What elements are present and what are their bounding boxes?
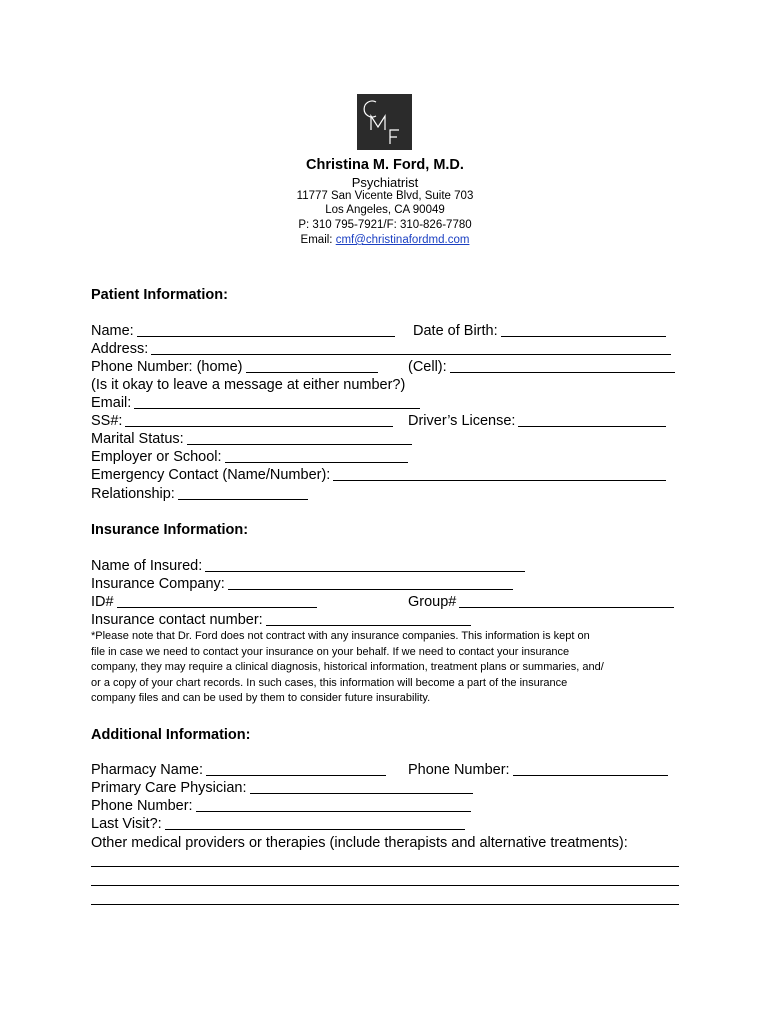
insurance-contact-label: Insurance contact number: (91, 612, 263, 628)
last-visit-field[interactable] (91, 816, 465, 833)
pharmacy-name-label: Pharmacy Name: (91, 762, 204, 778)
pharmacy-phone-field[interactable] (408, 762, 668, 779)
drivers-license-field[interactable] (408, 413, 666, 430)
pcp-phone-field[interactable] (91, 798, 471, 815)
dob-field[interactable] (413, 323, 666, 340)
marital-status-field[interactable] (91, 431, 412, 448)
note-line: file in case we need to contact your insurance on your behalf. If we need to contact your insurance (91, 645, 570, 658)
insurance-note (91, 629, 681, 707)
email-link[interactable]: cmf@christinafordmd.com (335, 234, 470, 246)
address-line-2: Los Angeles, CA 90049 (325, 204, 445, 216)
doctor-title: Psychiatrist (351, 175, 419, 190)
other-providers-line-3[interactable] (91, 904, 679, 905)
employer-label: Employer or School: (91, 449, 222, 465)
marital-status-label: Marital Status: (91, 431, 184, 447)
email-field[interactable] (91, 395, 420, 412)
name-of-insured-field[interactable] (91, 558, 525, 575)
message-question: (Is it okay to leave a message at either number?) (91, 377, 406, 393)
dob-label: Date of Birth: (413, 323, 498, 339)
insurance-id-field[interactable] (91, 594, 317, 611)
relationship-field[interactable] (91, 486, 308, 503)
phone-home-label: Phone Number: (home) (91, 359, 243, 375)
email-field-label: Email: (91, 395, 132, 411)
other-providers-line-1[interactable] (91, 866, 679, 867)
insurance-id-label: ID# (91, 594, 114, 610)
drivers-license-label: Driver’s License: (408, 413, 516, 429)
cmf-monogram-logo (357, 94, 412, 150)
address-label: Address: (91, 341, 149, 357)
pharmacy-name-field[interactable] (91, 762, 386, 779)
other-providers-label: Other medical providers or therapies (include therapists and alternative treatments): (91, 835, 628, 851)
address-line-1: 11777 San Vicente Blvd, Suite 703 (296, 190, 474, 202)
email-line (0, 234, 770, 246)
insurance-company-label: Insurance Company: (91, 576, 225, 592)
insurance-contact-field[interactable] (91, 612, 471, 629)
email-label: Email: (300, 234, 336, 246)
pcp-phone-label: Phone Number: (91, 798, 193, 814)
group-label: Group# (408, 594, 457, 610)
other-providers-line-2[interactable] (91, 885, 679, 886)
cell-field[interactable] (408, 359, 675, 376)
relationship-label: Relationship: (91, 486, 175, 502)
patient-info-heading: Patient Information: (91, 287, 228, 303)
insurance-info-heading: Insurance Information: (91, 522, 249, 538)
address-field[interactable] (91, 341, 671, 358)
logo-letters-icon (357, 94, 412, 150)
pcp-label: Primary Care Physician: (91, 780, 247, 796)
emergency-contact-label: Emergency Contact (Name/Number): (91, 467, 331, 483)
note-line: company, they may require a clinical diagnosis, historical information, treatment plans or summaries, and/ (91, 661, 604, 674)
note-line: or a copy of your chart records. In such cases, this information will become a part of the insurance (91, 676, 568, 689)
cell-label: (Cell): (408, 359, 447, 375)
note-line: *Please note that Dr. Ford does not contract with any insurance companies. This information is kept on (91, 630, 590, 642)
name-of-insured-label: Name of Insured: (91, 558, 203, 574)
additional-info-heading: Additional Information: (91, 727, 251, 743)
ssn-label: SS#: (91, 413, 123, 429)
phone-fax: P: 310 795-7921/F: 310-826-7780 (298, 219, 472, 231)
insurance-company-field[interactable] (91, 576, 513, 593)
name-label: Name: (91, 323, 134, 339)
pcp-field[interactable] (91, 780, 473, 797)
employer-field[interactable] (91, 449, 408, 466)
last-visit-label: Last Visit?: (91, 816, 162, 832)
note-line: company files and can be used by them to consider future insurability. (91, 692, 431, 705)
phone-home-field[interactable] (91, 359, 378, 376)
group-field[interactable] (408, 594, 674, 611)
doctor-name: Christina M. Ford, M.D. (306, 157, 464, 173)
ssn-field[interactable] (91, 413, 393, 430)
name-field[interactable] (91, 323, 395, 340)
emergency-contact-field[interactable] (91, 467, 666, 484)
pharmacy-phone-label: Phone Number: (408, 762, 510, 778)
